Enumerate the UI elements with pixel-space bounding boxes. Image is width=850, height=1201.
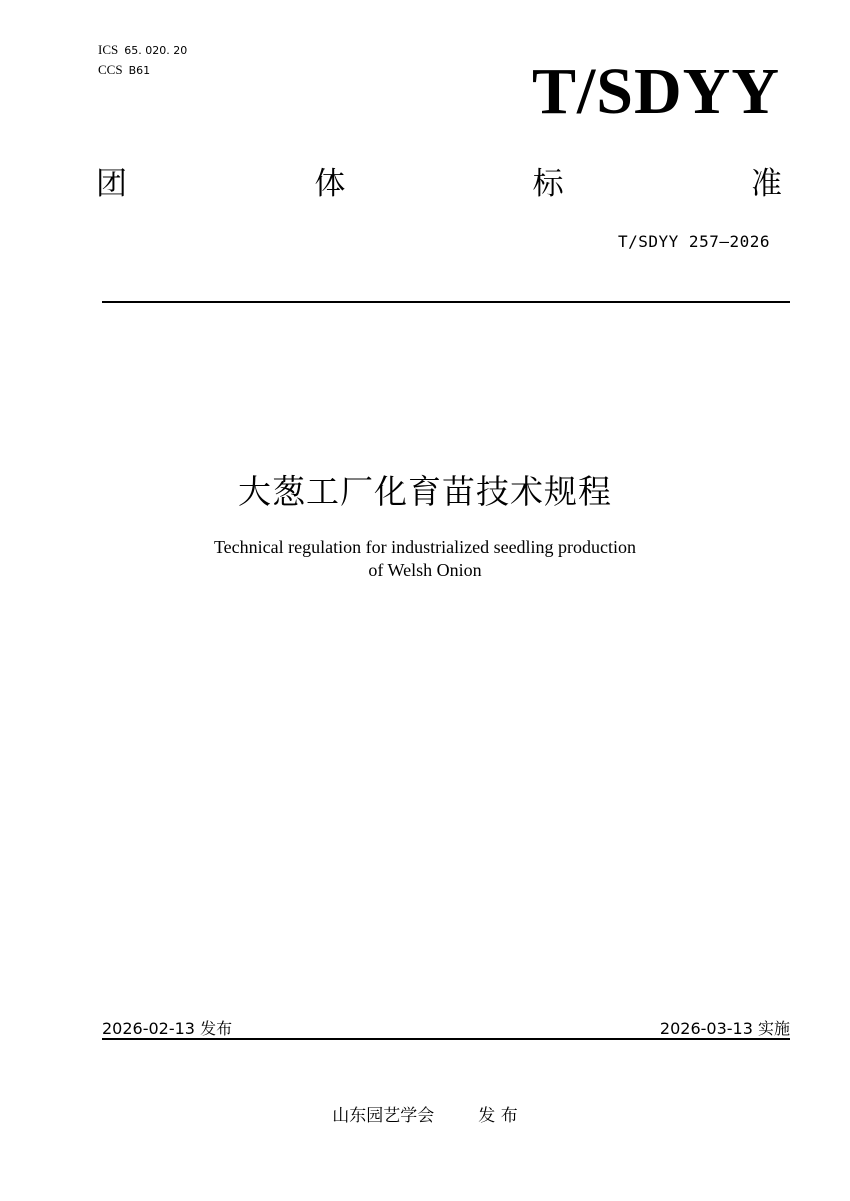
standard-type-char: 团 — [96, 166, 127, 202]
standard-type-char: 标 — [532, 166, 564, 202]
ics-line — [98, 42, 187, 59]
ccs-line — [98, 62, 150, 79]
implementation-date: 2026-03-13 实施 — [659, 1019, 790, 1038]
title-english — [0, 536, 850, 582]
release-date: 2026-02-13 发布 — [102, 1019, 233, 1038]
ccs-label: CCS — [98, 62, 123, 77]
ics-label: ICS — [98, 42, 119, 57]
standard-type-char: 体 — [314, 166, 346, 202]
standard-type-char: 准 — [750, 166, 782, 202]
footer-divider — [102, 1038, 790, 1040]
publisher-name: 山东园艺学会 — [332, 1106, 435, 1126]
standard-type-heading — [96, 164, 782, 204]
ics-value: 65. 020. 20 — [124, 44, 188, 57]
standard-code-logo: T/SDYY — [531, 55, 780, 128]
header-divider — [102, 301, 790, 303]
standard-number: T/SDYY 257—2026 — [618, 232, 770, 251]
ccs-value: B61 — [128, 64, 151, 77]
title-english-line2: of Welsh Onion — [368, 560, 482, 580]
publisher-line — [0, 1101, 850, 1126]
title-english-line1: Technical regulation for industrialized seedling production — [213, 537, 637, 557]
title-chinese: 大葱工厂化育苗技术规程 — [238, 472, 612, 511]
publisher-action: 发 布 — [478, 1106, 518, 1126]
